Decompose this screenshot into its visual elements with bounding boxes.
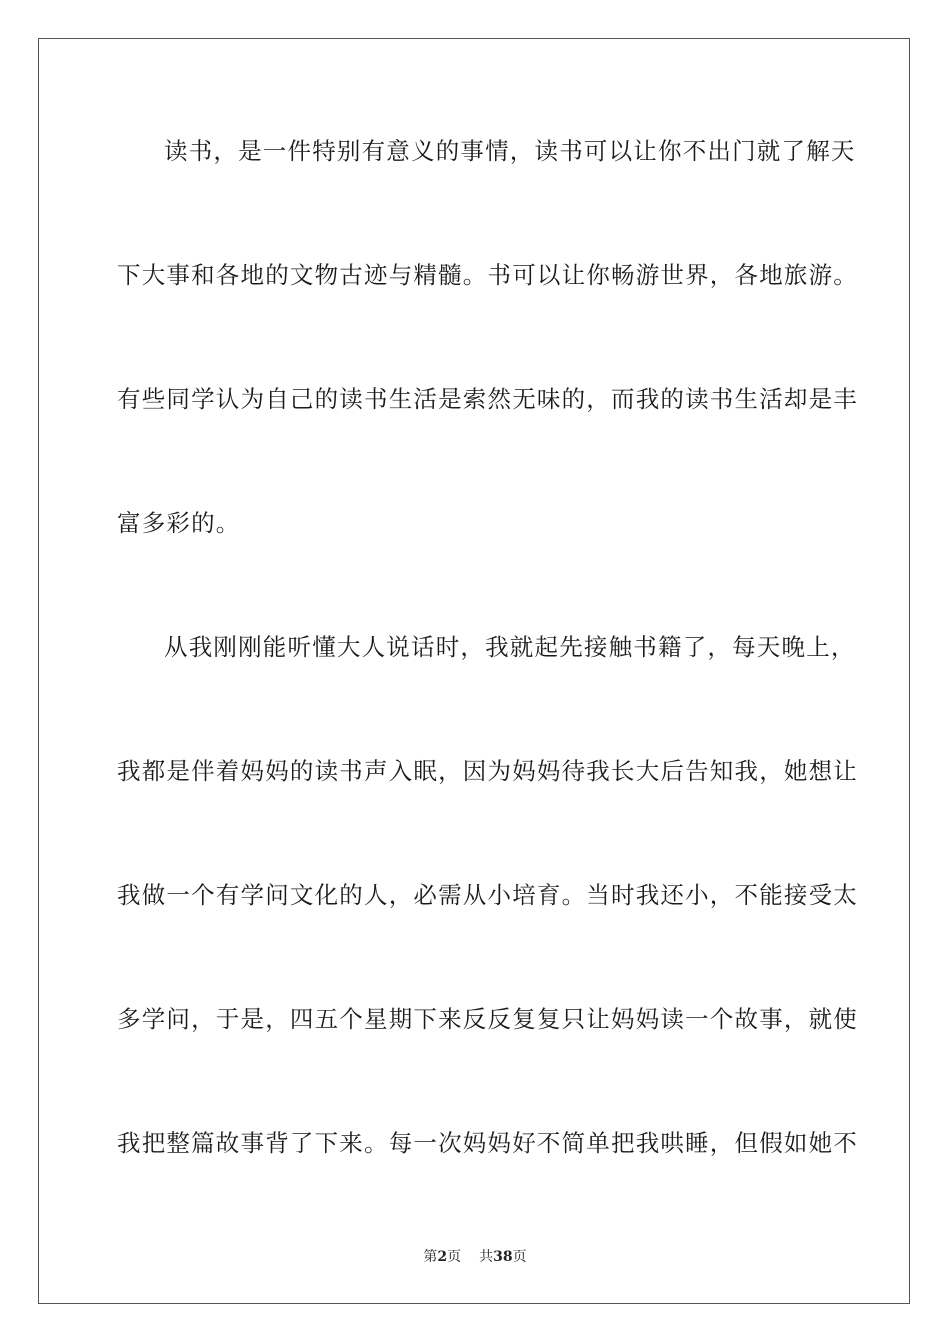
footer-page-prefix: 第 (423, 1249, 438, 1265)
footer-total-pages: 38 (493, 1249, 513, 1265)
text-line-5: 从我刚刚能听懂大人说话时，我就起先接触书籍了，每天晚上， (164, 633, 856, 661)
text-line-6: 我都是伴着妈妈的读书声入眠，因为妈妈待我长大后告知我，她想让 (117, 757, 858, 785)
text-line-9: 我把整篇故事背了下来。每一次妈妈好不简单把我哄睡，但假如她不 (117, 1129, 858, 1157)
text-line-1: 读书，是一件特别有意义的事情，读书可以让你不出门就了解天 (164, 137, 856, 165)
page-border (38, 38, 910, 1304)
text-line-3: 有些同学认为自己的读书生活是索然无味的，而我的读书生活却是丰 (117, 385, 858, 413)
text-line-4: 富多彩的。 (117, 509, 241, 537)
text-line-2: 下大事和各地的文物古迹与精髓。书可以让你畅游世界，各地旅游。 (117, 261, 858, 289)
footer-total-prefix: 共 (479, 1249, 494, 1265)
text-line-8: 多学问，于是，四五个星期下来反反复复只让妈妈读一个故事，就使 (117, 1005, 858, 1033)
footer-total-unit: 页 (512, 1249, 527, 1265)
footer-page-unit: 页 (447, 1249, 462, 1265)
footer-current-page: 2 (437, 1249, 448, 1265)
page-footer (0, 1248, 950, 1266)
text-line-7: 我做一个有学问文化的人，必需从小培育。当时我还小，不能接受太 (117, 881, 858, 909)
